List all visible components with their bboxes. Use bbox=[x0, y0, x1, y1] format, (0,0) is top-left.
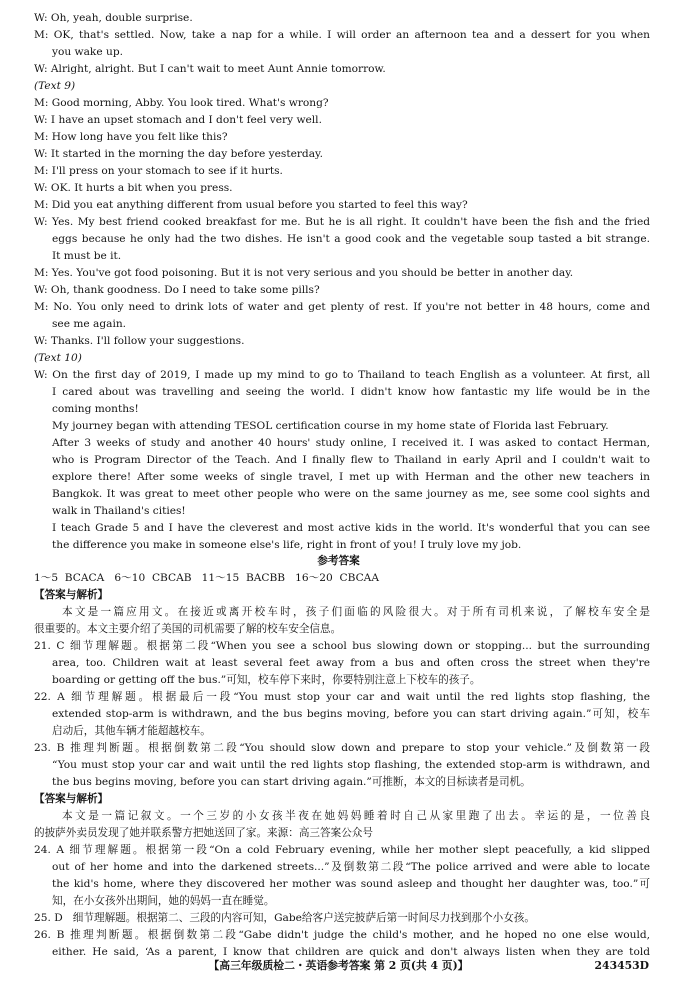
footer-title: 【高三年级质检二・英语参考答案 第 2 页(共 4 页)】 bbox=[208, 959, 469, 972]
text-line: 知，在小女孩外出期间，她的妈妈一直在睡觉。 bbox=[52, 895, 275, 907]
text-line: who is Program Director of the Teach. And I finally flew to Thailand in early April and I couldn't wait to bbox=[52, 454, 650, 466]
text-line: you wake up. bbox=[52, 46, 123, 58]
text-line: 1～5 BCACA 6～10 CBCAB 11～15 BACBB 16～20 CBCAA bbox=[34, 572, 379, 584]
text-line: 23. B 推理判断题。根据倒数第二段“You should slow down and prepare to stop your vehicle.”及倒数第一段 bbox=[34, 742, 650, 754]
text-line: 【答案与解析】 bbox=[34, 589, 109, 601]
text-line: W: Alright, alright. But I can't wait to meet Aunt Annie tomorrow. bbox=[34, 63, 386, 75]
text-line: My journey began with attending TESOL certification course in my home state of Florida last February. bbox=[52, 420, 609, 432]
text-line: W: Yes. My best friend cooked breakfast for me. But he is all right. It couldn't have been the fish and the fried bbox=[34, 216, 650, 228]
text-line: see me again. bbox=[52, 318, 127, 330]
text-line: 24. A 细节理解题。根据第一段“On a cold February evening, while her mother slept peacefully, a kid slipped bbox=[34, 844, 650, 856]
text-line: After 3 weeks of study and another 40 hours' study online, I received it. I was asked to contact Herman, bbox=[52, 437, 650, 449]
text-line: M: Yes. You've got food poisoning. But it is not very serious and you should be better in another day. bbox=[34, 267, 574, 279]
text-line: explore there! After some weeks of single travel, I met up with Herman and the other new teachers in bbox=[52, 471, 650, 483]
text-line: W: OK. It hurts a bit when you press. bbox=[34, 182, 233, 194]
text-line: 本文是一篇应用文。在接近或离开校车时，孩子们面临的风险很大。对于所有司机来说，了解校车安全是 bbox=[62, 606, 650, 618]
text-line: M: How long have you felt like this? bbox=[34, 131, 228, 143]
text-line: M: OK, that's settled. Now, take a nap for a while. I will order an afternoon tea and a dessert for you when bbox=[34, 29, 650, 41]
text-line: out of her home and into the darkened streets...”及倒数第二段“The police arrived and were able to locate bbox=[52, 861, 650, 873]
text-line: eggs because he only had the two dishes. He isn't a good cook and the vegetable soup tasted a bit strange. bbox=[52, 233, 650, 245]
text-line: M: Good morning, Abby. You look tired. What's wrong? bbox=[34, 97, 329, 109]
text-line: M: Did you eat anything different from usual before you started to feel this way? bbox=[34, 199, 468, 211]
text-line: coming months! bbox=[52, 403, 139, 415]
text-line: (Text 10) bbox=[34, 352, 82, 364]
text-line: 【答案与解析】 bbox=[34, 793, 109, 805]
text-line: 21. C 细节理解题。根据第二段“When you see a school bus slowing down or stopping... but the surrounding bbox=[34, 640, 650, 652]
text-line: boarding or getting off the bus.”可知，校车停下来时，你要特别注意上下校车的孩子。 bbox=[52, 674, 481, 686]
text-line: 参考答案 bbox=[317, 555, 360, 567]
text-line: 26. B 推理判断题。根据倒数第二段“Gabe didn't judge the child's mother, and he hoped no one else would, bbox=[34, 929, 650, 941]
text-line: “You must stop your car and wait until the red lights stop flashing, the extended stop-arm is withdrawn, and bbox=[52, 759, 650, 771]
text-line: M: No. You only need to drink lots of water and get plenty of rest. If you're not better in 48 hours, come and bbox=[34, 301, 650, 313]
text-line: either. He said, ‘As a parent, I know that children are quick and don't always listen when they are told bbox=[52, 946, 650, 958]
text-line: 的披萨外卖员发现了她并联系警方把她送回了家。来源：高三答案公众号 bbox=[34, 827, 373, 839]
text-line: the kid's home, where they discovered her mother was sound asleep and thought her daughter was, too.”可 bbox=[52, 878, 650, 890]
text-line: W: Thanks. I'll follow your suggestions. bbox=[34, 335, 245, 347]
text-line: (Text 9) bbox=[34, 80, 76, 92]
text-line: I cared about was travelling and seeing the world. I didn't know how fantastic my life would be in the bbox=[52, 386, 650, 398]
text-line: It must be it. bbox=[52, 250, 122, 262]
text-line: 22. A 细节理解题。根据最后一段“You must stop your car and wait until the red lights stop flashing, the bbox=[34, 691, 650, 703]
text-line: W: Oh, yeah, double surprise. bbox=[34, 12, 193, 24]
text-line: W: I have an upset stomach and I don't feel very well. bbox=[34, 114, 322, 126]
text-line: 本文是一篇记叙文。一个三岁的小女孩半夜在她妈妈睡着时自己从家里跑了出去。幸运的是，一位善良 bbox=[62, 810, 650, 822]
text-line: the difference you make in someone else's life, right in front of you! I truly love my job. bbox=[52, 539, 522, 551]
text-line: 启动后，其他车辆才能超越校车。 bbox=[52, 725, 211, 737]
text-line: Bangkok. It was great to meet other people who were on the same journey as me, see some cool sights and bbox=[52, 488, 650, 500]
text-line: M: I'll press on your stomach to see if it hurts. bbox=[34, 165, 283, 177]
text-line: extended stop-arm is withdrawn, and the bus begins moving, before you can start driving again.”可知，校车 bbox=[52, 708, 650, 720]
text-line: area, too. Children wait at least several feet away from a bus and often cross the street when they're bbox=[52, 657, 650, 669]
text-line: W: Oh, thank goodness. Do I need to take some pills? bbox=[34, 284, 320, 296]
text-line: I teach Grade 5 and I have the cleverest and most active kids in the world. It's wonderful that you can see bbox=[52, 522, 650, 534]
text-line: 25. D 细节理解题。根据第二、三段的内容可知，Gabe给客户送完披萨后第一时间尽力找到那个小女孩。 bbox=[34, 912, 535, 924]
text-line: walk in Thailand's cities! bbox=[52, 505, 186, 517]
text-line: W: On the first day of 2019, I made up my mind to go to Thailand to teach English as a volunteer. At first, all bbox=[34, 369, 650, 381]
text-line: W: It started in the morning the day before yesterday. bbox=[34, 148, 323, 160]
text-line: the bus begins moving, before you can start driving again.”可推断，本文的目标读者是司机。 bbox=[52, 776, 531, 788]
page-footer bbox=[0, 957, 677, 975]
text-line: 很重要的。本文主要介绍了美国的司机需要了解的校车安全信息。 bbox=[34, 623, 342, 635]
footer-code: 243453D bbox=[594, 959, 649, 972]
